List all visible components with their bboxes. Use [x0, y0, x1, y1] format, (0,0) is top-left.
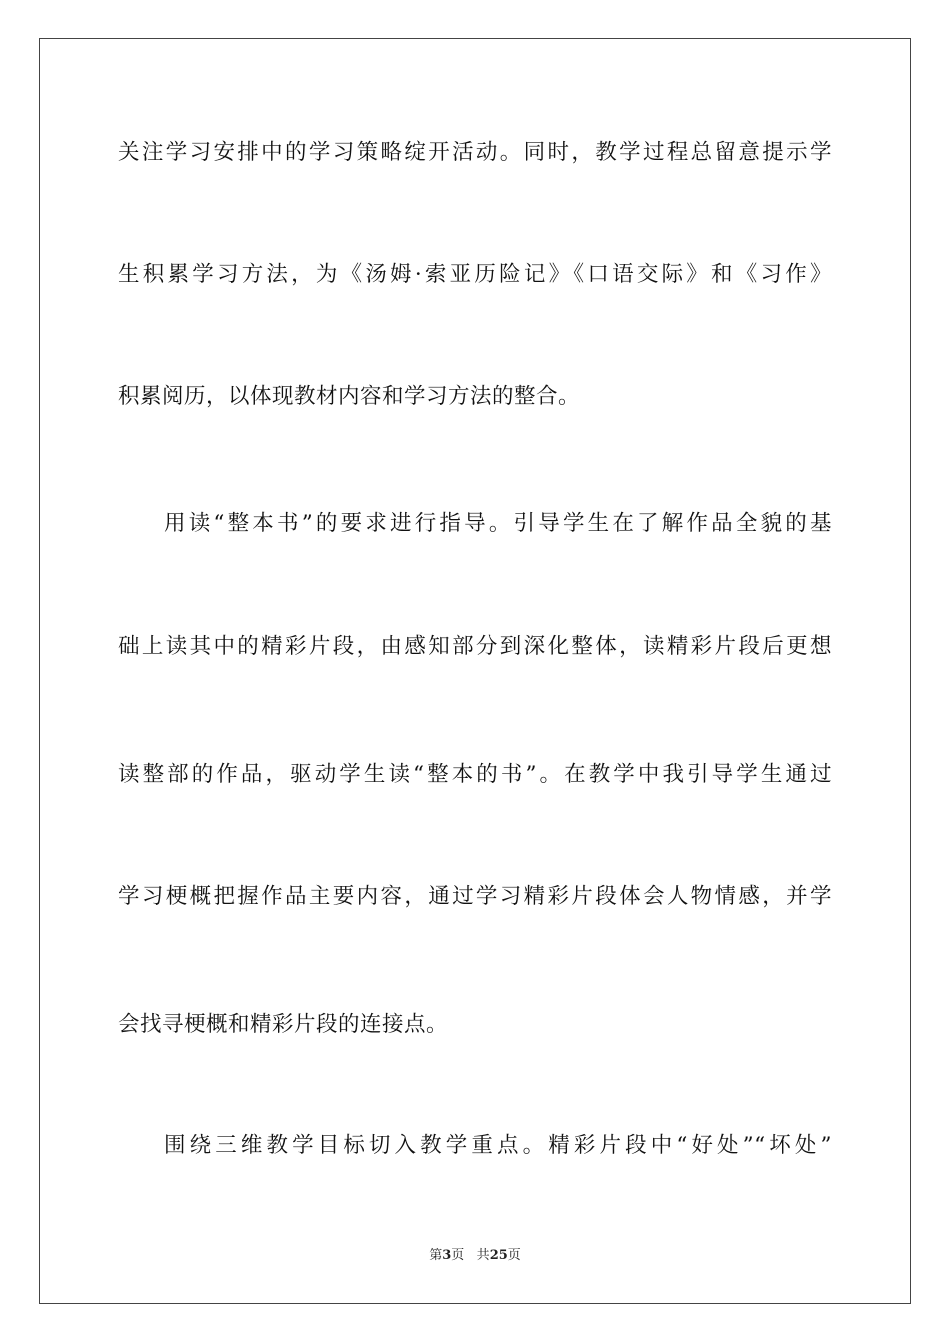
footer-total-number: 25 — [489, 1248, 508, 1263]
footer-page-number: 3 — [442, 1248, 452, 1263]
paragraph-3-line-1: 围绕三维教学目标切入教学重点。精彩片段中“好处”“坏处” — [164, 1133, 832, 1158]
paragraph-2-line-1: 用读“整本书”的要求进行指导。引导学生在了解作品全貌的基 — [164, 511, 832, 536]
page-border — [39, 38, 911, 1304]
paragraph-2-line-4: 学习梗概把握作品主要内容，通过学习精彩片段体会人物情感，并学 — [118, 884, 832, 909]
paragraph-1-line-1: 关注学习安排中的学习策略绽开活动。同时，教学过程总留意提示学 — [118, 140, 832, 165]
page-footer — [0, 1247, 950, 1265]
footer-total-prefix: 共 — [476, 1248, 490, 1263]
paragraph-1-line-3: 积累阅历，以体现教材内容和学习方法的整合。 — [118, 384, 581, 409]
paragraph-2-line-5: 会找寻梗概和精彩片段的连接点。 — [118, 1012, 449, 1037]
paragraph-2-line-2: 础上读其中的精彩片段，由感知部分到深化整体，读精彩片段后更想 — [118, 634, 832, 659]
paragraph-2-line-3: 读整部的作品，驱动学生读“整本的书”。在教学中我引导学生通过 — [118, 762, 832, 787]
paragraph-1-line-2: 生积累学习方法，为《汤姆·索亚历险记》《口语交际》和《习作》 — [118, 262, 832, 287]
footer-page-prefix: 第 — [429, 1248, 443, 1263]
footer-total-suffix: 页 — [507, 1248, 521, 1263]
footer-page-suffix: 页 — [451, 1248, 465, 1263]
